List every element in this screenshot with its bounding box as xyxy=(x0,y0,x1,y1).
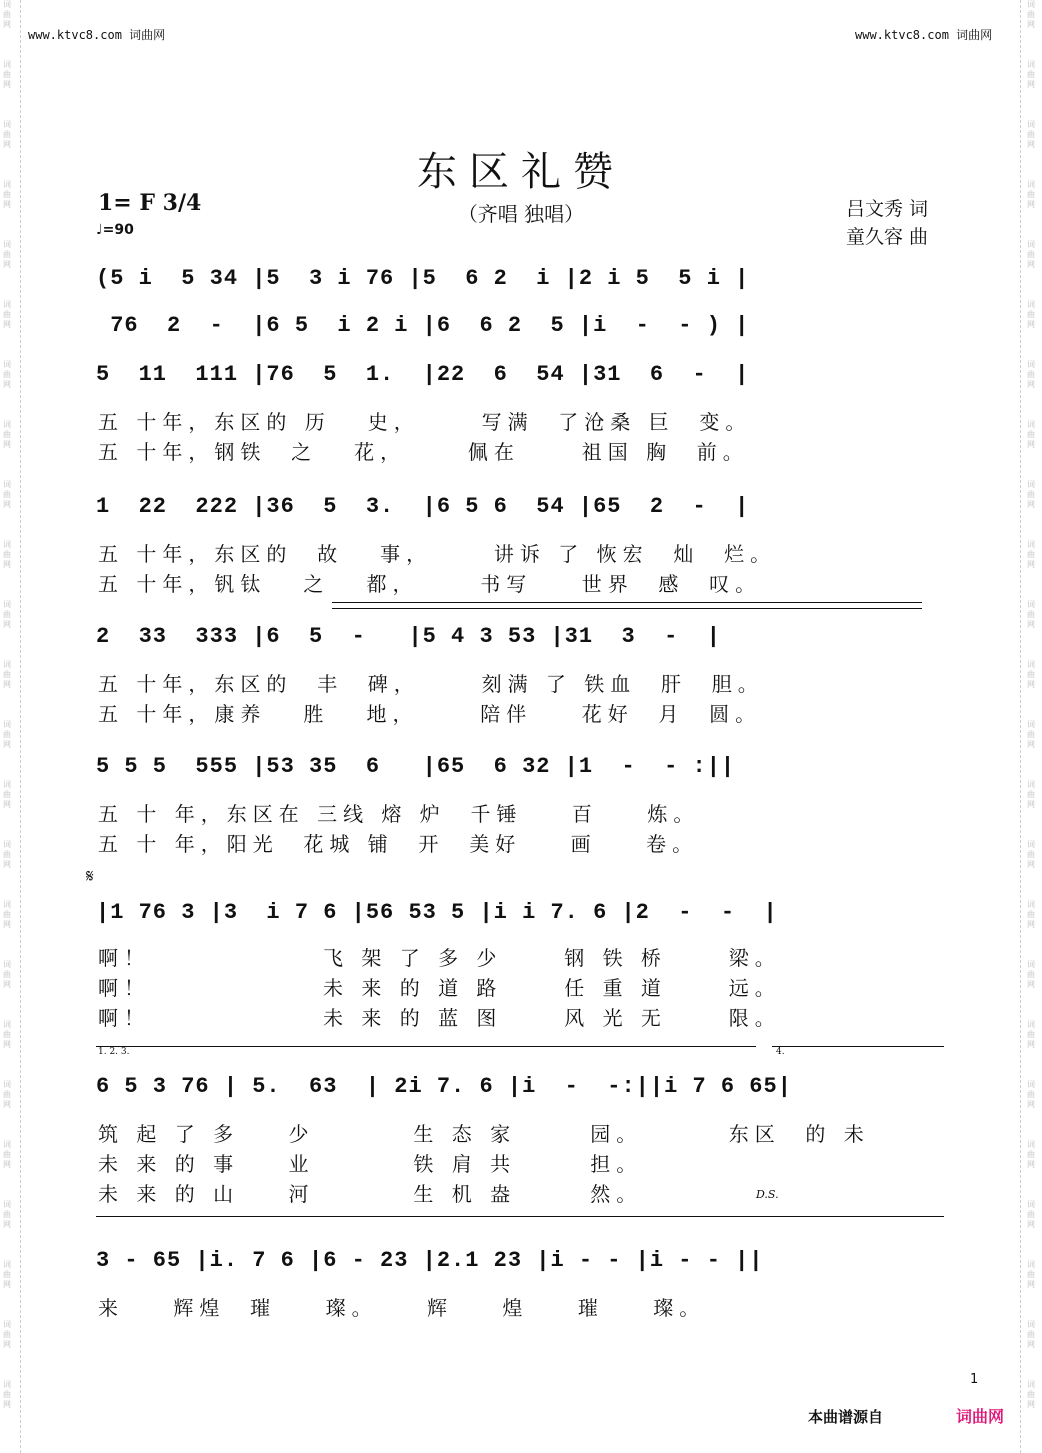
source-label: 本曲谱源自 xyxy=(808,1408,884,1426)
lyric-line: 五 十 年，阳光 花城 铺 开 美好 画 卷。 xyxy=(98,832,699,856)
segno-sign: 𝄋 xyxy=(86,866,94,887)
watermark-text: 词 曲 网 xyxy=(1027,1140,1035,1169)
watermark-text: 词 曲 网 xyxy=(1027,660,1035,689)
watermark-text: 词 曲 网 xyxy=(1027,1380,1035,1409)
song-title: 东区礼赞 xyxy=(417,149,625,195)
lyric-line: 五 十年，钒钛 之 都， 书写 世界 感 叹。 xyxy=(98,572,762,596)
watermark-text: 词 曲 网 xyxy=(3,960,11,989)
watermark-text: 词 曲 网 xyxy=(1027,420,1035,449)
lyric-line: 未 来 的 事 业 铁 肩 共 担。 xyxy=(98,1152,643,1176)
dal-segno-mark: D.S. xyxy=(756,1188,779,1201)
song-subtitle: （齐唱 独唱） xyxy=(457,202,585,226)
watermark-text: 词 曲 网 xyxy=(3,780,11,809)
score-row-notes: 6 5 3 76 | 5. 63 | 2i 7. 6 |i - -:||i 7 6 65| xyxy=(96,1074,792,1099)
watermark-text: 词 曲 网 xyxy=(3,540,11,569)
lyric-line: 五 十年，康养 胜 地， 陪伴 花好 月 圆。 xyxy=(98,702,762,726)
score-row-notes: |1 76 3 |3 i 7 6 |56 53 5 |i i 7. 6 |2 - - | xyxy=(96,900,778,925)
score-row-notes: 5 11 111 |76 5 1. |22 6 54 |31 6 - | xyxy=(96,362,750,387)
lyric-line: 来 辉煌 璀 璨。 辉 煌 璀 璨。 xyxy=(98,1296,706,1320)
watermark-text: 词 曲 网 xyxy=(3,360,11,389)
composer-credit: 童久容 曲 xyxy=(846,226,929,248)
volta-label-2: 4. xyxy=(776,1047,785,1057)
score-row-notes: 5 5 5 555 |53 35 6 |65 6 32 |1 - - :|| xyxy=(96,754,736,779)
tempo-marking: ♩=90 xyxy=(96,222,134,238)
lyric-line: 五 十 年，东区在 三线 熔 炉 千锤 百 炼。 xyxy=(98,802,700,826)
watermark-text: 词 曲 网 xyxy=(1027,900,1035,929)
score-row-notes: 76 2 - |6 5 i 2 i |6 6 2 5 |i - - ) | xyxy=(96,313,750,338)
lyric-line: 五 十年，钢铁 之 花， 佩在 祖国 胸 前。 xyxy=(98,440,749,464)
watermark-text: 词 曲 网 xyxy=(3,660,11,689)
staff-rule xyxy=(332,608,922,609)
watermark-text: 词 曲 网 xyxy=(1027,0,1035,29)
watermark-text: 词 曲 网 xyxy=(3,1140,11,1169)
score-row-notes: 3 - 65 |i. 7 6 |6 - 23 |2.1 23 |i - - |i - - || xyxy=(96,1248,764,1273)
watermark-text: 词 曲 网 xyxy=(3,900,11,929)
watermark-text: 词 曲 网 xyxy=(1027,1080,1035,1109)
lyric-line: 五 十年，东区的 丰 碑， 刻满 了 铁血 肝 胆。 xyxy=(98,672,764,696)
watermark-text: 词 曲 网 xyxy=(1027,1200,1035,1229)
watermark-text: 词 曲 网 xyxy=(3,600,11,629)
watermark-text: 词 曲 网 xyxy=(3,1020,11,1049)
watermark-text: 词 曲 网 xyxy=(3,420,11,449)
volta-bracket-1 xyxy=(96,1046,756,1047)
lyric-line: 五 十年，东区的 历 史， 写满 了沧桑 巨 变。 xyxy=(98,410,752,434)
watermark-text: 词 曲 网 xyxy=(3,300,11,329)
watermark-text: 词 曲 网 xyxy=(1027,780,1035,809)
lyric-line: 啊！ 未 来 的 蓝 图 风 光 无 限。 xyxy=(98,1006,781,1030)
lyric-line: 筑 起 了 多 少 生 态 家 园。 东区 的 未 xyxy=(98,1122,870,1146)
watermark-text: 词 曲 网 xyxy=(3,480,11,509)
watermark-text: 词 曲 网 xyxy=(3,1260,11,1289)
watermark-text: 词 曲 网 xyxy=(1027,180,1035,209)
watermark-text: 词 曲 网 xyxy=(3,1200,11,1229)
lyric-line: 五 十年，东区的 故 事， 讲诉 了 恢宏 灿 烂。 xyxy=(98,542,777,566)
staff-rule xyxy=(332,602,922,603)
lyricist-credit: 吕文秀 词 xyxy=(846,198,929,220)
watermark-text: 词 曲 网 xyxy=(3,1080,11,1109)
key-signature: 1= F 3/4 xyxy=(98,190,202,216)
lyric-line: 未 来 的 山 河 生 机 盎 然。 xyxy=(98,1182,643,1206)
watermark-text: 词 曲 网 xyxy=(3,240,11,269)
watermark-text: 词 曲 网 xyxy=(1027,60,1035,89)
score-row-notes: 1 22 222 |36 5 3. |6 5 6 54 |65 2 - | xyxy=(96,494,750,519)
watermark-text: 词 曲 网 xyxy=(3,720,11,749)
watermark-text: 词 曲 网 xyxy=(1027,1260,1035,1289)
volta-label-1: 1. 2. 3. xyxy=(98,1047,130,1057)
watermark-text: 词 曲 网 xyxy=(1027,960,1035,989)
watermark-text: 词 曲 网 xyxy=(1027,360,1035,389)
page-number: 1 xyxy=(970,1372,979,1387)
staff-rule xyxy=(96,1216,944,1217)
watermark-text: 词 曲 网 xyxy=(3,1320,11,1349)
watermark-text: 词 曲 网 xyxy=(3,180,11,209)
lyric-line: 啊！ 飞 架 了 多 少 钢 铁 桥 梁。 xyxy=(98,946,781,970)
watermark-text: 词 曲 网 xyxy=(1027,600,1035,629)
volta-bracket-2 xyxy=(772,1046,944,1047)
watermark-text: 词 曲 网 xyxy=(3,60,11,89)
watermark-text: 词 曲 网 xyxy=(1027,1320,1035,1349)
site-header-left[interactable]: www.ktvc8.com 词曲网 xyxy=(28,28,166,42)
site-header-right[interactable]: www.ktvc8.com 词曲网 xyxy=(855,28,993,42)
watermark-text: 词 曲 网 xyxy=(1027,480,1035,509)
watermark-text: 词 曲 网 xyxy=(1027,720,1035,749)
watermark-text: 词 曲 网 xyxy=(1027,300,1035,329)
watermark-text: 词 曲 网 xyxy=(3,120,11,149)
watermark-text: 词 曲 网 xyxy=(3,0,11,29)
watermark-text: 词 曲 网 xyxy=(1027,1020,1035,1049)
watermark-text: 词 曲 网 xyxy=(1027,540,1035,569)
watermark-text: 词 曲 网 xyxy=(1027,840,1035,869)
score-row-notes: (5 i 5 34 |5 3 i 76 |5 6 2 i |2 i 5 5 i | xyxy=(96,266,750,291)
lyric-line: 啊！ 未 来 的 道 路 任 重 道 远。 xyxy=(98,976,781,1000)
source-site-link[interactable]: 词曲网 xyxy=(956,1407,1005,1426)
score-row-notes: 2 33 333 |6 5 - |5 4 3 53 |31 3 - | xyxy=(96,624,721,649)
watermark-text: 词 曲 网 xyxy=(1027,120,1035,149)
watermark-text: 词 曲 网 xyxy=(3,840,11,869)
watermark-text: 词 曲 网 xyxy=(3,1380,11,1409)
watermark-text: 词 曲 网 xyxy=(1027,240,1035,269)
